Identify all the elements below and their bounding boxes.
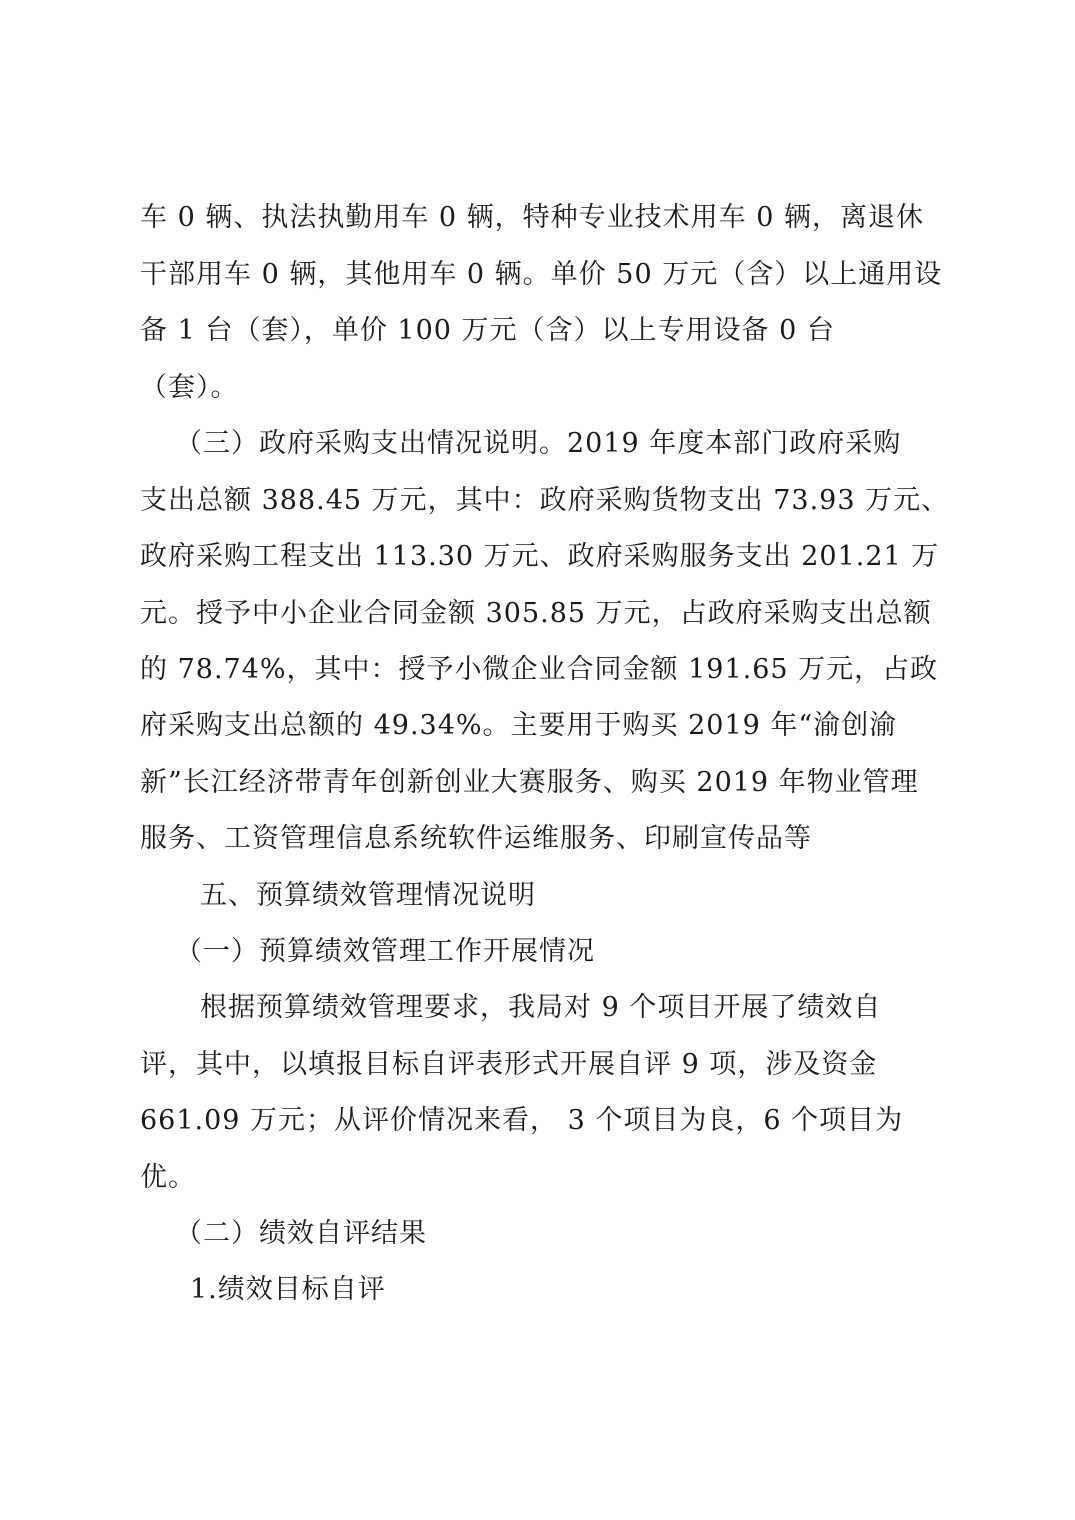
paragraph-line: （三）政府采购支出情况说明。2019 年度本部门政府采购: [175, 428, 902, 459]
paragraph-line: 车 0 辆、执法执勤用车 0 辆，特种专业技术用车 0 辆，离退休: [140, 202, 925, 233]
paragraph-line: 的 78.74%，其中：授予小微企业合同金额 191.65 万元，占政: [140, 654, 939, 685]
paragraph-line: 政府采购工程支出 113.30 万元、政府采购服务支出 201.21 万: [140, 541, 940, 572]
paragraph-line: 备 1 台（套），单价 100 万元（含）以上专用设备 0 台: [140, 315, 835, 346]
paragraph-line: 服务、工资管理信息系统软件运维服务、印刷宣传品等: [140, 823, 812, 854]
paragraph-line: 干部用车 0 辆，其他用车 0 辆。单价 50 万元（含）以上通用设: [140, 259, 943, 290]
paragraph-line: （套）。: [140, 372, 239, 403]
paragraph-line: 支出总额 388.45 万元，其中：政府采购货物支出 73.93 万元、: [140, 485, 950, 516]
paragraph-line: 评，其中，以填报目标自评表形式开展自评 9 项，涉及资金: [140, 1049, 878, 1080]
section-heading: 五、预算绩效管理情况说明: [200, 880, 536, 911]
numbered-heading: 1.绩效目标自评: [190, 1274, 386, 1305]
paragraph-line: 优。: [140, 1162, 196, 1193]
paragraph-line: 根据预算绩效管理要求，我局对 9 个项目开展了绩效自: [200, 992, 882, 1023]
paragraph-line: 府采购支出总额的 49.34%。主要用于购买 2019 年“渝创渝: [140, 710, 898, 741]
subsection-heading: （二）绩效自评结果: [175, 1218, 427, 1249]
paragraph-line: 661.09 万元；从评价情况来看， 3 个项目为良，6 个项目为: [140, 1105, 904, 1136]
subsection-heading: （一）预算绩效管理工作开展情况: [175, 936, 595, 967]
paragraph-line: 元。授予中小企业合同金额 305.85 万元，占政府采购支出总额: [140, 598, 932, 629]
paragraph-line: 新”长江经济带青年创新创业大赛服务、购买 2019 年物业管理: [140, 767, 919, 798]
